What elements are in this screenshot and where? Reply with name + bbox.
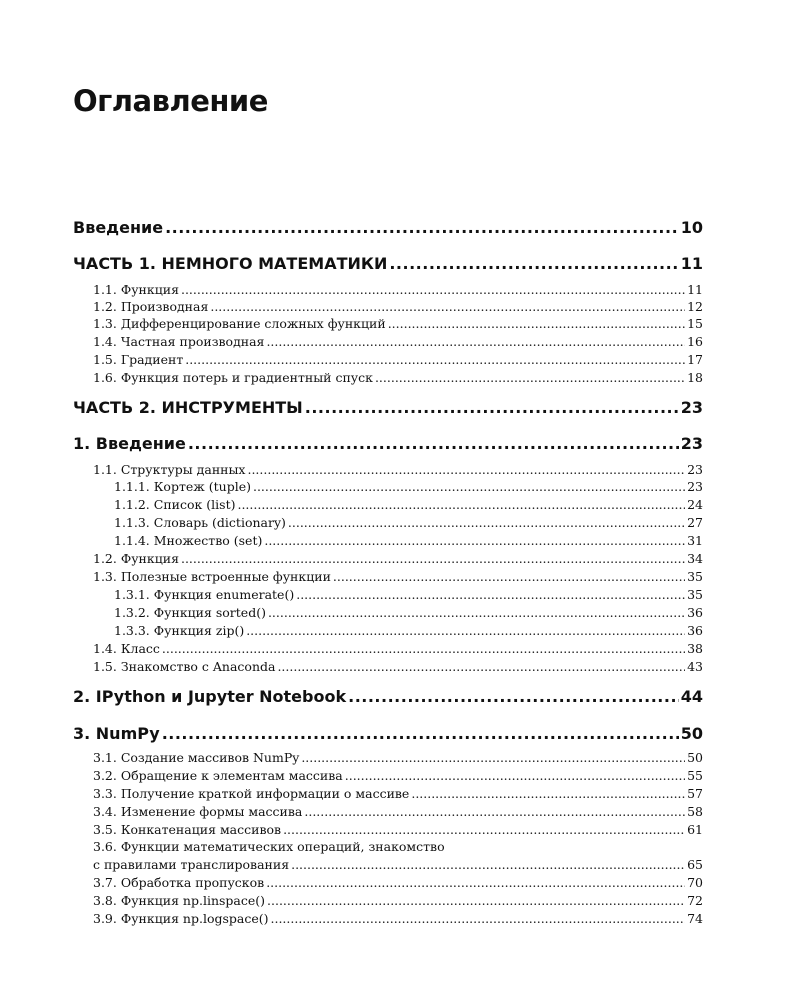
toc-entry-label: 1.3.1. Функция enumerate() <box>114 587 295 602</box>
toc-entry[interactable] <box>73 515 703 530</box>
dot-leader <box>288 515 685 530</box>
page-title: Оглавление <box>73 84 268 118</box>
toc-entry-page-number: 50 <box>680 724 703 743</box>
toc-entry[interactable] <box>73 822 703 837</box>
toc-entry-page-number: 18 <box>687 370 703 385</box>
toc-entry-label: 1.6. Функция потерь и градиентный спуск <box>93 370 373 385</box>
toc-entry[interactable] <box>73 911 703 926</box>
toc-entry-page-number: 44 <box>680 687 703 706</box>
toc-entry-label: 3.2. Обращение к элементам массива <box>93 768 343 783</box>
toc-entry-page-number: 31 <box>687 533 703 548</box>
dot-leader <box>333 569 685 584</box>
toc-entry[interactable] <box>73 605 703 620</box>
toc-entry-label: 3.7. Обработка пропусков <box>93 875 265 890</box>
toc-entry-page-number: 34 <box>687 551 703 566</box>
toc-entry-label: 1.1. Функция <box>93 282 179 297</box>
toc-entry-label-first-line: 3.6. Функции математических операций, знакомство <box>93 839 445 854</box>
dot-leader <box>411 786 685 801</box>
toc-entry-label: 3.4. Изменение формы массива <box>93 804 303 819</box>
toc-entry[interactable] <box>73 893 703 908</box>
dot-leader <box>277 659 685 674</box>
toc-entry-label: 1.4. Класс <box>93 641 160 656</box>
toc-entry[interactable] <box>73 875 703 890</box>
toc-entry[interactable] <box>73 750 703 765</box>
toc-entry-page-number: 23 <box>680 434 703 453</box>
toc-entry-page-number: 74 <box>687 911 703 926</box>
toc-entry-label: с правилами транслирования <box>93 857 290 872</box>
toc-entry-page-number: 38 <box>687 641 703 656</box>
toc-entry-label: 1.5. Градиент <box>93 352 184 367</box>
toc-entry-page-number: 43 <box>687 659 703 674</box>
dot-leader <box>283 822 685 837</box>
toc-entry[interactable] <box>73 282 703 297</box>
dot-leader <box>266 334 685 349</box>
dot-leader <box>291 857 685 872</box>
toc-entry-page-number: 58 <box>687 804 703 819</box>
toc-entry[interactable] <box>73 786 703 801</box>
toc-entry-page-number: 17 <box>687 352 703 367</box>
dot-leader <box>271 911 686 926</box>
dot-leader <box>185 352 685 367</box>
dot-leader <box>253 479 685 494</box>
toc-entry-label: 3.9. Функция np.logspace() <box>93 911 269 926</box>
dot-leader <box>345 768 685 783</box>
toc-entry-label: 1.1. Структуры данных <box>93 462 246 477</box>
dot-leader <box>304 804 685 819</box>
toc-entry-page-number: 15 <box>687 316 703 331</box>
toc-entry-label: 3.5. Конкатенация массивов <box>93 822 282 837</box>
toc-entry-label: 1. Введение <box>73 434 186 453</box>
toc-entry-label: 1.1.3. Словарь (dictionary) <box>114 515 286 530</box>
toc-entry-label: 1.4. Частная производная <box>93 334 265 349</box>
toc-entry-label: 3.3. Получение краткой информации о массиве <box>93 786 410 801</box>
toc-entry[interactable] <box>73 587 703 602</box>
dot-leader <box>388 316 685 331</box>
dot-leader <box>247 462 685 477</box>
toc-entry[interactable] <box>73 768 703 783</box>
toc-entry-page-number: 36 <box>687 605 703 620</box>
dot-leader <box>389 254 678 273</box>
toc-section-entry[interactable] <box>73 398 703 417</box>
toc-entry-page-number: 24 <box>687 497 703 512</box>
dot-leader <box>348 687 679 706</box>
dot-leader <box>165 218 679 237</box>
dot-leader <box>301 750 685 765</box>
toc-entry-page-number: 23 <box>680 398 703 417</box>
toc-entry[interactable] <box>73 462 703 477</box>
toc-entry-page-number: 11 <box>680 254 703 273</box>
toc-entry[interactable] <box>73 569 703 584</box>
toc-section-entry[interactable] <box>73 434 703 453</box>
toc-entry-label: 3.8. Функция np.linspace() <box>93 893 266 908</box>
toc-entry-page-number: 27 <box>687 515 703 530</box>
dot-leader <box>268 605 685 620</box>
toc-entry-label: 1.2. Функция <box>93 551 179 566</box>
toc-entry-page-number: 65 <box>687 857 703 872</box>
toc-entry-label: 3.1. Создание массивов NumPy <box>93 750 300 765</box>
toc-entry[interactable] <box>73 659 703 674</box>
toc-entry-page-number: 23 <box>687 479 703 494</box>
toc-entry[interactable] <box>73 551 703 566</box>
toc-entry-page-number: 11 <box>687 282 703 297</box>
toc-entry-label: ЧАСТЬ 1. НЕМНОГО МАТЕМАТИКИ <box>73 254 388 273</box>
toc-entry[interactable] <box>73 352 703 367</box>
toc-entry[interactable] <box>73 857 703 872</box>
toc-entry-label: 1.1.4. Множество (set) <box>114 533 263 548</box>
toc-entry-label: 1.3. Дифференцирование сложных функций <box>93 316 386 331</box>
toc-entry-page-number: 16 <box>687 334 703 349</box>
toc-entry[interactable] <box>73 316 703 331</box>
toc-entry-page-number: 23 <box>687 462 703 477</box>
toc-entry-page-number: 35 <box>687 587 703 602</box>
dot-leader <box>181 282 685 297</box>
toc-entry[interactable] <box>73 623 703 638</box>
dot-leader <box>188 434 679 453</box>
toc-entry-page-number: 12 <box>687 299 703 314</box>
toc-entry[interactable] <box>73 804 703 819</box>
toc-section-entry[interactable] <box>73 254 703 273</box>
toc-entry-label: 1.3.2. Функция sorted() <box>114 605 266 620</box>
toc-entry[interactable] <box>73 479 703 494</box>
toc-entry-page-number: 50 <box>687 750 703 765</box>
toc-entry[interactable] <box>73 641 703 656</box>
toc-entry-page-number: 35 <box>687 569 703 584</box>
toc-entry-page-number: 57 <box>687 786 703 801</box>
dot-leader <box>237 497 685 512</box>
toc-entry-label: 1.3. Полезные встроенные функции <box>93 569 331 584</box>
toc-entry[interactable] <box>73 533 703 548</box>
toc-section-entry[interactable] <box>73 724 703 743</box>
toc-entry-label: 1.3.3. Функция zip() <box>114 623 245 638</box>
dot-leader <box>267 893 685 908</box>
toc-entry-label: 1.1.2. Список (list) <box>114 497 236 512</box>
toc-entry-page-number: 72 <box>687 893 703 908</box>
toc-entry-label: 2. IPython и Jupyter Notebook <box>73 687 347 706</box>
toc-entry-label: 3. NumPy <box>73 724 160 743</box>
toc-section-entry[interactable] <box>73 218 703 237</box>
dot-leader <box>264 533 685 548</box>
dot-leader <box>305 398 679 417</box>
dot-leader <box>210 299 685 314</box>
toc-entry-label: 1.2. Производная <box>93 299 209 314</box>
toc-entry[interactable] <box>73 370 703 385</box>
toc-entry-label: ЧАСТЬ 2. ИНСТРУМЕНТЫ <box>73 398 303 417</box>
toc-entry-page-number: 55 <box>687 768 703 783</box>
dot-leader <box>181 551 685 566</box>
dot-leader <box>296 587 685 602</box>
toc-entry[interactable] <box>73 334 703 349</box>
toc-entry-page-number: 36 <box>687 623 703 638</box>
dot-leader <box>162 724 679 743</box>
dot-leader <box>375 370 685 385</box>
dot-leader <box>162 641 685 656</box>
dot-leader <box>266 875 685 890</box>
toc-entry-page-number: 61 <box>687 822 703 837</box>
toc-entry[interactable] <box>73 497 703 512</box>
toc-entry-label: 1.1.1. Кортеж (tuple) <box>114 479 251 494</box>
toc-entry-page-number: 70 <box>687 875 703 890</box>
toc-entry-page-number: 10 <box>680 218 703 237</box>
toc-entry[interactable] <box>73 299 703 314</box>
toc-entry-label: Введение <box>73 218 164 237</box>
toc-section-entry[interactable] <box>73 687 703 706</box>
dot-leader <box>246 623 685 638</box>
toc-entry-label: 1.5. Знакомство с Anaconda <box>93 659 276 674</box>
